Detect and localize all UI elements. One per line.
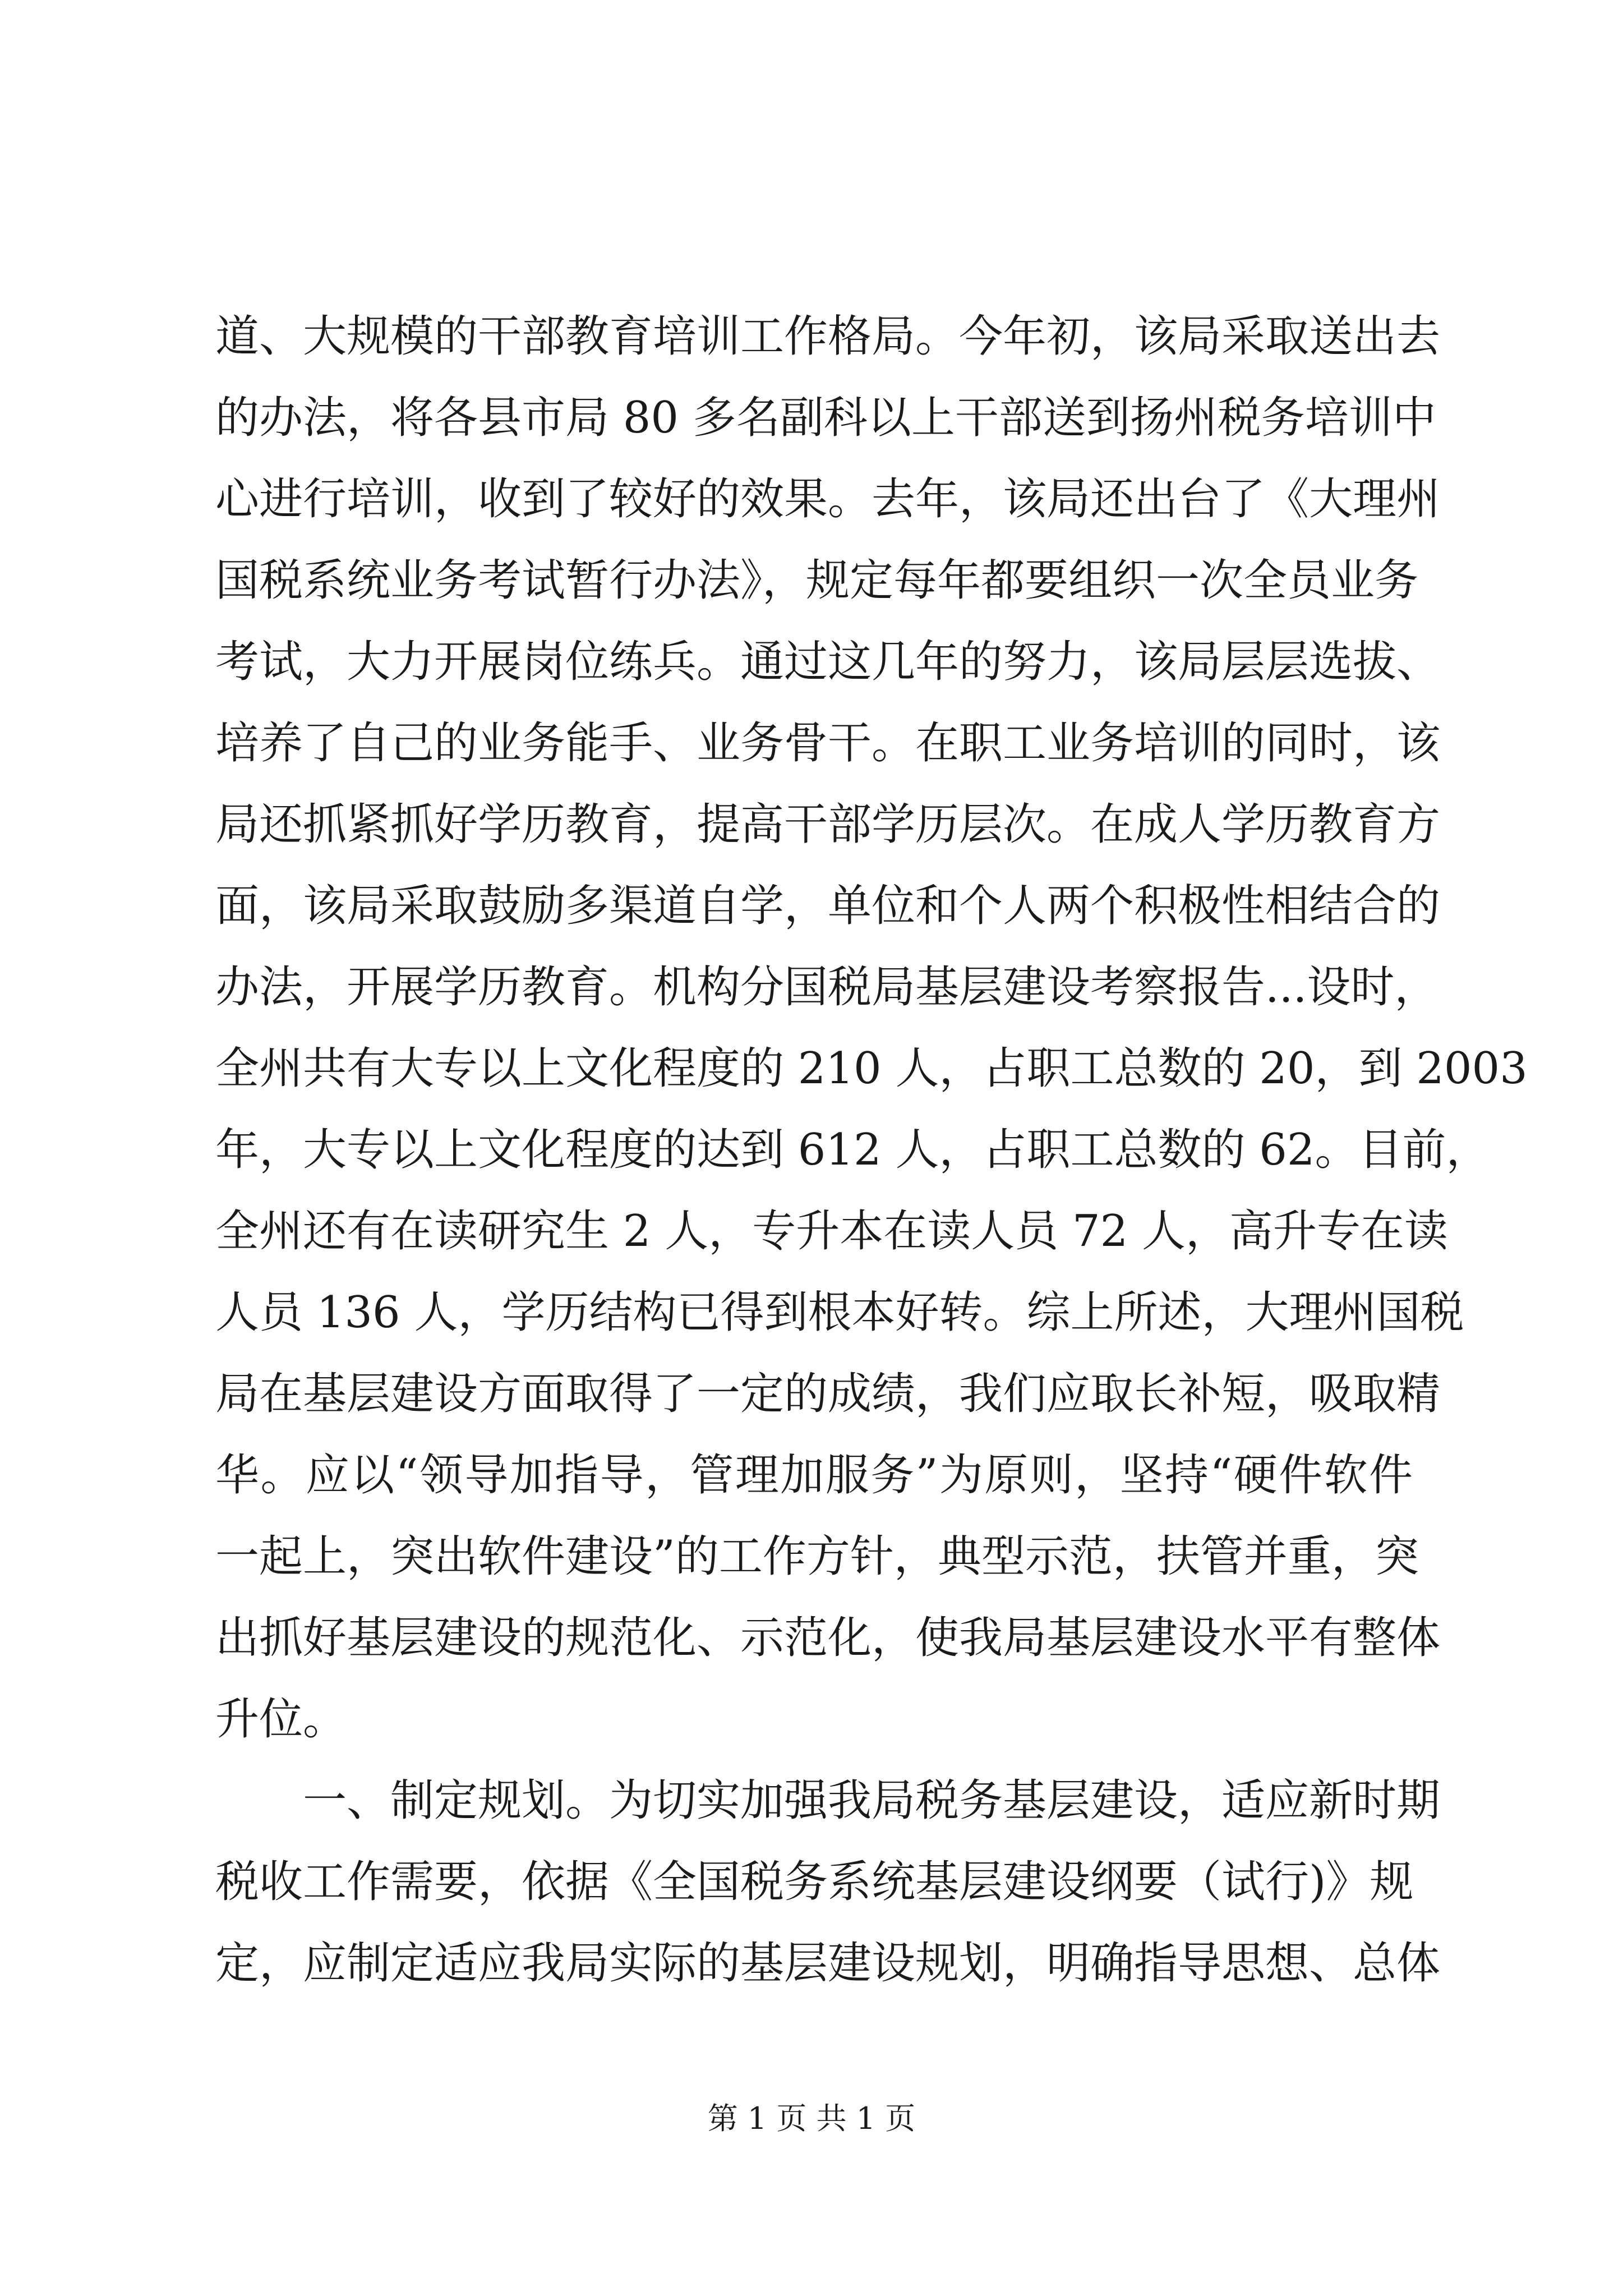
document-body: [215, 296, 1528, 2004]
text-line: 一起上，突出软件建设”的工作方针，典型示范，扶管并重，突: [215, 1531, 1419, 1582]
text-line: 人员 136 人，学历结构已得到根本好转。综上所述，大理州国税: [215, 1287, 1464, 1338]
text-line: 的办法，将各县市局 80 多名副科以上干部送到扬州税务培训中: [215, 393, 1436, 443]
text-line: 全州共有大专以上文化程度的 210 人，占职工总数的 20，到 2003: [215, 1043, 1528, 1094]
text-line: 年，大专以上文化程度的达到 612 人，占职工总数的 62。目前，: [215, 1125, 1490, 1175]
text-line: 定，应制定适应我局实际的基层建设规划，明确指导思想、总体: [215, 1938, 1441, 1989]
text-line: 局在基层建设方面取得了一定的成绩，我们应取长补短，吸取精: [215, 1369, 1441, 1419]
text-line: 升位。: [215, 1694, 347, 1745]
text-line: 考试，大力开展岗位练兵。通过这几年的努力，该局层层选拔、: [215, 637, 1441, 687]
text-line: 国税系统业务考试暂行办法》，规定每年都要组织一次全员业务: [215, 555, 1419, 606]
text-line: 心进行培训，收到了较好的效果。去年，该局还出台了《大理州: [215, 474, 1441, 524]
page-number-label: 第 1 页 共 1 页: [707, 2101, 916, 2136]
text-line: 全州还有在读研究生 2 人，专升本在读人员 72 人，高升专在读: [215, 1206, 1449, 1257]
text-line: 局还抓紧抓好学历教育，提高干部学历层次。在成人学历教育方: [215, 799, 1441, 850]
text-line: 出抓好基层建设的规范化、示范化，使我局基层建设水平有整体: [215, 1613, 1441, 1663]
page-footer: [0, 2099, 1623, 2138]
text-line: 办法，开展学历教育。机构分国税局基层建设考察报告...设时，: [215, 962, 1438, 1013]
text-line: 面，该局采取鼓励多渠道自学，单位和个人两个积极性相结合的: [215, 881, 1441, 931]
text-line: 华。应以“领导加指导，管理加服务”为原则，坚持“硬件软件: [215, 1450, 1413, 1501]
text-line: 培养了自己的业务能手、业务骨干。在职工业务培训的同时，该: [215, 718, 1441, 769]
text-line: 一、制定规划。为切实加强我局税务基层建设，适应新时期: [303, 1775, 1441, 1826]
text-line: 税收工作需要，依据《全国税务系统基层建设纲要（试行)》规: [215, 1857, 1414, 1907]
text-line: 道、大规模的干部教育培训工作格局。今年初，该局采取送出去: [215, 311, 1441, 362]
